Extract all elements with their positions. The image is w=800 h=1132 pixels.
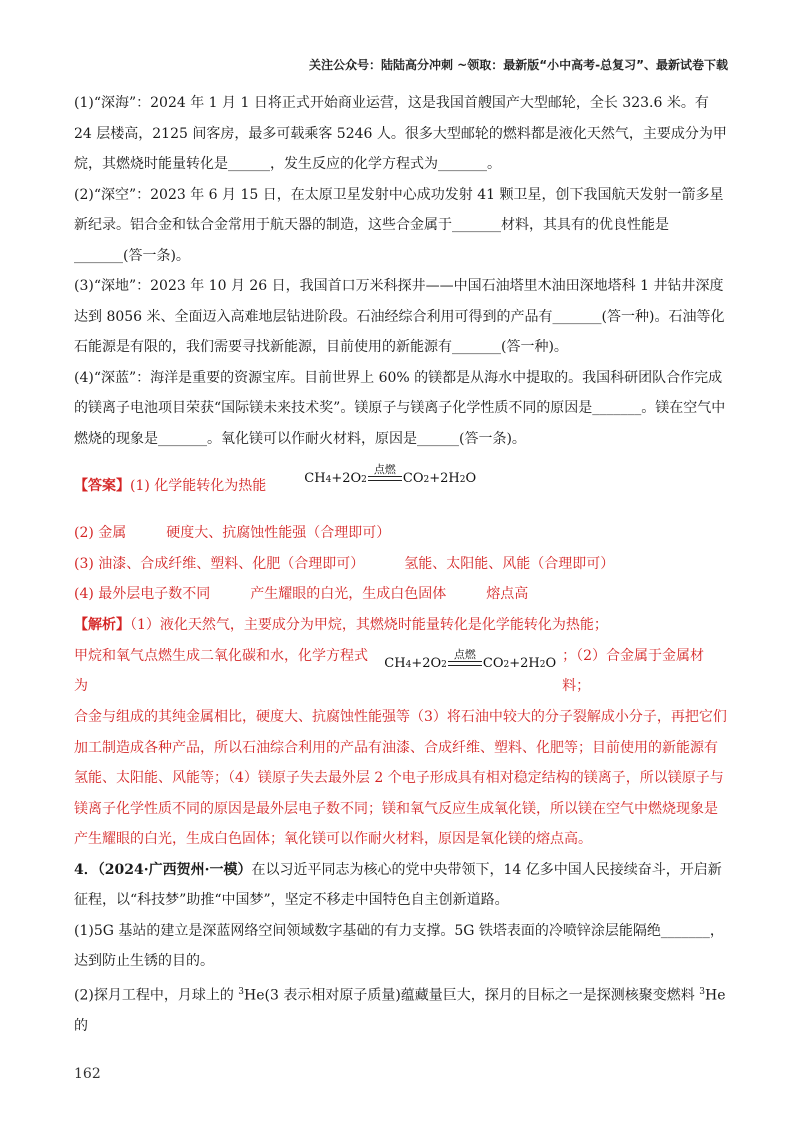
analysis-tag: 【解析】 — [74, 616, 130, 633]
question-3-part-4: (4)“深蓝”：海洋是重要的资源宝库。目前世界上 60% 的镁都是从海水中提取的。我国科研团队合作完成的镁离子电池项目荣获“国际镁未来技术奖”。镁原子与镁离子化学性质不同的原因是_______。镁在空气中燃烧的现象是_______。氧化镁可以作耐火材料，原因是______(答一条)。 — [74, 369, 726, 447]
answer-3: (3) 油漆、合成纤维、塑料、化肥（合理即可） 氢能、太阳能、风能（合理即可） — [74, 555, 615, 572]
answer-line-1 — [74, 454, 730, 518]
question-3-part-2: (2)“深空”：2023 年 6 月 15 日，在太原卫星发射中心成功发射 41 颗卫星，创下我国航天发射一箭多星新纪录。铝合金和钛合金常用于航天器的制造，这些合金属于_______材料，其具有的优良性能是_______(答一条)。 — [74, 186, 724, 264]
chemical-equation: CH 4 +2O 2 点燃 CO 2 +2H 2 O — [304, 463, 477, 487]
question-3-part-3: (3)“深地”：2023 年 10 月 26 日，我国首口万米科探井——中国石油塔里木油田深地塔科 1 井钻井深度达到 8056 米、全面迈入高难地层钻进阶段。石油经综合利用可得到的产品有_______(答一种)。石油等化石能源是有限的，我们需要寻找新能源，目前使用的新能源有_______(答一种)。 — [74, 278, 725, 355]
answer-4: (4) 最外层电子数不同 产生耀眼的白光，生成白色固体 熔点高 — [74, 586, 529, 602]
question-4-part-2: (2)探月工程中，月球上的 $^3$He(3 表示相对原子质量)蕴藏量巨大，探月的目标之一是探测核聚变燃料 $^3$He 的 — [74, 986, 726, 1034]
answer-tag: 【答案】 — [74, 477, 130, 494]
page-content — [74, 88, 730, 1041]
analysis-2: 合金与组成的其纯金属相比，硬度大、抗腐蚀性能强等（3）将石油中较大的分子裂解成小分子，再把它们加工制造成各种产品，所以石油综合利用的产品有油漆、合成纤维、塑料、化肥等；目前使用的新能源有氢能、太阳能、风能等；（4）镁原子失去最外层 2 个电子形成具有相对稳定结构的镁离子，所以镁原子与镁离子化学性质不同的原因是最外层电子数不同；镁和氧气反应生成氧化镁，所以镁在空气中燃烧现象是产生耀眼的白光，生成白色固体；氧化镁可以作耐火材料，原因是氧化镁的熔点高。 — [74, 709, 727, 847]
question-4-part-1: (1)5G 基站的建立是深蓝网络空间领域数字基础的有力支撑。5G 铁塔表面的冷喷锌涂层能隔绝_______，达到防止生锈的目的。 — [74, 922, 724, 969]
reaction-condition: 点燃 — [368, 464, 402, 481]
question-source: （2024·广西贺州·一模） — [97, 861, 252, 878]
analysis-equation-line: 甲烷和氧气点燃生成二氧化碳和水，化学方程式为 CH 4 +2O 2 点燃 CO 2 +2H 2 O ；（2）合金属于金属材料； — [74, 647, 705, 694]
chemical-equation-2: CH 4 +2O 2 点燃 CO 2 +2H 2 O — [384, 648, 557, 672]
question-number: 4． — [74, 861, 98, 878]
analysis-1: 【解析】（1）液化天然气，主要成分为甲烷，其燃烧时能量转化是化学能转化为热能； — [74, 616, 608, 633]
page-number: 162 — [74, 1066, 101, 1082]
answer-1: (1) 化学能转化为热能 — [130, 477, 267, 494]
page-header: 关注公众号：陆陆高分冲刺 ~领取：最新版“小中高考-总复习”、最新试卷下载 — [309, 58, 728, 72]
question-4-intro: 4．（2024·广西贺州·一模）在以习近平同志为核心的党中央带领下，14 亿多中国人民接续奋斗，开启新征程，以“科技梦”助推“中国梦”，坚定不移走中国特色自主创新道路。 — [74, 861, 722, 908]
question-3-part-1: (1)“深海”：2024 年 1 月 1 日将正式开始商业运营，这是我国首艘国产大型邮轮，全长 323.6 米。有 24 层楼高，2125 间客房，最多可载乘客 5246 人。很多大型邮轮的燃料都是液化天然气，主要成分为甲烷，其燃烧时能量转化是______，发生反应的化学方程式为_______。 — [74, 95, 727, 172]
answer-2: (2) 金属 硬度大、抗腐蚀性能强（合理即可） — [74, 525, 391, 541]
